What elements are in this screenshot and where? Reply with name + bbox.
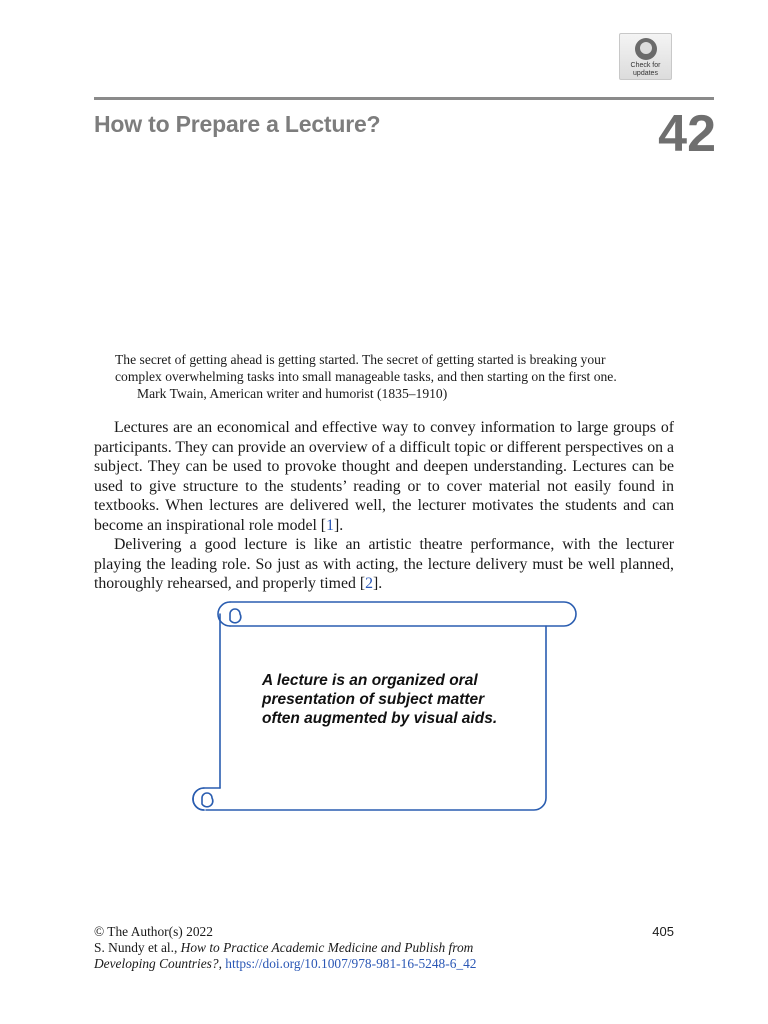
epigraph-attribution: Mark Twain, American writer and humorist (1835–1910) [137,386,448,401]
citation-link-1[interactable]: 1 [326,516,334,534]
check-for-updates-badge[interactable] [619,33,672,80]
epigraph-line-2: complex overwhelming tasks into small manageable tasks, and then starting on the first one. [115,369,617,384]
badge-label [620,62,671,78]
citation-link-2[interactable]: 2 [365,575,373,592]
bookmark-refresh-icon [635,38,657,60]
footer-separator: , [218,956,226,971]
epigraph [115,351,675,402]
paragraph-2-text: Delivering a good lecture is like an artistic theatre performance, with the lecturer playing the leading role. So just as with acting, the lecture delivery must be well planned, thoroughly rehearsed, and properly timed [ [94,536,674,592]
paragraph-1 [94,418,674,535]
body-text [94,418,674,594]
doi-link[interactable]: https://doi.org/10.1007/978-981-16-5248-6_42 [225,956,477,971]
chapter-title: How to Prepare a Lecture? [94,111,381,137]
paragraph-2 [94,535,674,594]
paragraph-1-end: ]. [333,516,344,534]
footer [94,924,674,972]
badge-label-line2: updates [633,70,658,77]
paragraph-1-text: Lectures are an economical and effective way to convey information to large groups of participants. They can provide an overview of a difficult topic or different perspectives on a subject. They can be used to provoke thought and deepen understanding. Lectures can be used to give structure to the students’ reading or to cover material not easily found in textbooks. When lectures are delivered well, the lecturer motivates the students and can become an inspirational role model [ [94,419,674,534]
callout-text: A lecture is an organized oral presentation of subject matter often augmented by visual aids. [262,672,498,727]
footer-authors: S. Nundy et al., [94,940,181,955]
book-title-part-2: Developing Countries? [94,956,219,971]
citation-line-1 [94,940,674,956]
header-rule [94,97,714,100]
chapter-number: 42 [658,105,716,163]
copyright: © The Author(s) 2022 [94,924,213,939]
book-title-part-1: How to Practice Academic Medicine and Publish from [180,940,474,955]
citation-line-2 [94,956,674,972]
badge-label-line1: Check for [630,62,661,69]
paragraph-2-end: ]. [373,575,383,592]
epigraph-line-1: The secret of getting ahead is getting started. The secret of getting started is breaking your [115,352,606,367]
page-number: 405 [652,924,674,939]
